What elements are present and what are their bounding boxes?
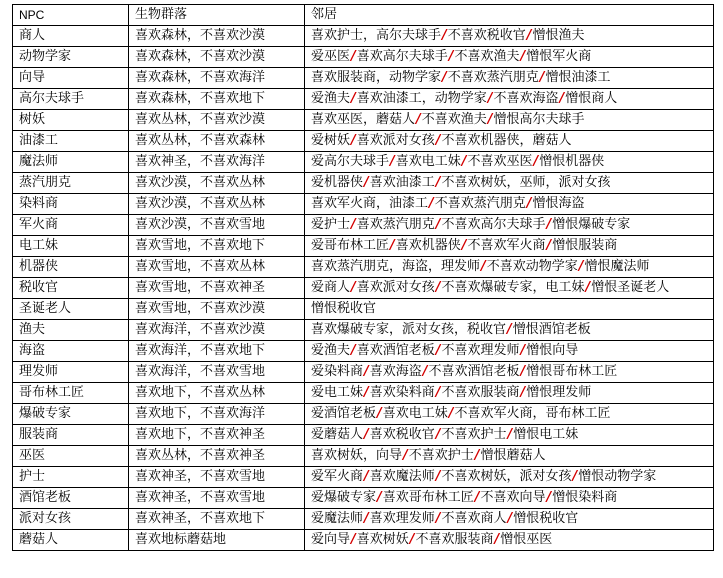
- neighbor-segment: 喜欢染料商: [369, 385, 435, 400]
- cell-neighbor: [305, 68, 714, 89]
- separator-slash: /: [539, 70, 545, 85]
- table-row: [13, 278, 714, 299]
- neighbor-segment: 喜欢护士，高尔夫球手: [311, 28, 442, 43]
- neighbor-segment: 憎恨税收官: [311, 301, 377, 316]
- separator-slash: /: [403, 448, 408, 463]
- neighbor-segment: 爱巫医: [311, 49, 351, 64]
- neighbor-segment: 不喜欢服装商: [441, 385, 520, 400]
- cell-neighbor: [305, 278, 714, 299]
- neighbor-segment: 喜欢高尔夫球手: [356, 49, 448, 64]
- cell-neighbor: [305, 488, 714, 509]
- table-row: [13, 446, 714, 467]
- neighbor-segment: 喜欢油漆工，动物学家: [356, 91, 487, 106]
- cell-npc: 蘑菇人: [13, 530, 129, 551]
- neighbor-segment: 喜欢树妖: [356, 532, 409, 547]
- separator-slash: /: [507, 322, 512, 337]
- neighbor-segment: 憎恨理发师: [526, 385, 592, 400]
- separator-slash: /: [364, 364, 369, 379]
- neighbor-segment: 憎恨魔法师: [584, 259, 650, 274]
- neighbor-segment: 不喜欢税收官: [447, 28, 526, 43]
- neighbor-segment: 不喜欢理发师: [441, 343, 520, 358]
- neighbor-segment: 爱高尔夫球手: [311, 154, 390, 169]
- cell-biome: 喜欢神圣，不喜欢地下: [129, 509, 305, 530]
- separator-slash: /: [422, 364, 428, 379]
- separator-slash: /: [507, 511, 513, 526]
- cell-neighbor: [305, 89, 714, 110]
- separator-slash: /: [526, 196, 532, 211]
- separator-slash: /: [461, 154, 467, 169]
- neighbor-segment: 喜欢派对女孩: [356, 133, 435, 148]
- neighbor-segment: 憎恨高尔夫球手: [493, 112, 585, 127]
- cell-biome: 喜欢神圣，不喜欢雪地: [129, 467, 305, 488]
- separator-slash: /: [364, 469, 369, 484]
- neighbor-segment: 爱蘑菇人: [311, 427, 364, 442]
- cell-biome: 喜欢丛林，不喜欢神圣: [129, 446, 305, 467]
- neighbor-segment: 爱护士: [311, 217, 351, 232]
- neighbor-segment: 不喜欢军火商，哥布林工匠: [454, 406, 611, 421]
- cell-neighbor: [305, 215, 714, 236]
- cell-biome: 喜欢海洋，不喜欢沙漠: [129, 320, 305, 341]
- neighbor-segment: 不喜欢巫医: [467, 154, 533, 169]
- neighbor-segment: 喜欢税收官: [369, 427, 435, 442]
- separator-slash: /: [364, 511, 369, 526]
- cell-npc: 理发师: [13, 362, 129, 383]
- neighbor-segment: 憎恨蘑菇人: [480, 448, 546, 463]
- cell-biome: 喜欢神圣，不喜欢雪地: [129, 488, 305, 509]
- neighbor-segment: 爱爆破专家: [311, 490, 377, 505]
- neighbor-segment: 憎恨商人: [565, 91, 618, 106]
- neighbor-segment: 不喜欢蒸汽朋克: [447, 70, 539, 85]
- cell-npc: 巫医: [13, 446, 129, 467]
- separator-slash: /: [435, 427, 441, 442]
- cell-biome: 喜欢丛林，不喜欢森林: [129, 131, 305, 152]
- cell-npc: 商人: [13, 26, 129, 47]
- cell-neighbor: [305, 530, 714, 551]
- cell-biome: 喜欢雪地，不喜欢丛林: [129, 257, 305, 278]
- separator-slash: /: [364, 427, 369, 442]
- table-row: [13, 362, 714, 383]
- neighbor-segment: 喜欢海盗: [369, 364, 422, 379]
- neighbor-segment: 喜欢军火商，油漆工: [311, 196, 429, 211]
- separator-slash: /: [520, 385, 526, 400]
- cell-npc: 派对女孩: [13, 509, 129, 530]
- table-row: [13, 299, 714, 320]
- neighbor-segment: 爱酒馆老板: [311, 406, 377, 421]
- cell-biome: 喜欢雪地，不喜欢神圣: [129, 278, 305, 299]
- neighbor-segment: 不喜欢护士: [408, 448, 474, 463]
- neighbor-segment: 喜欢酒馆老板: [356, 343, 435, 358]
- neighbor-segment: 喜欢树妖，向导: [311, 448, 403, 463]
- separator-slash: /: [448, 49, 454, 64]
- separator-slash: /: [461, 238, 467, 253]
- neighbor-segment: 憎恨染料商: [552, 490, 618, 505]
- header-biome: 生物群落: [129, 5, 305, 26]
- npc-preferences-table: [12, 4, 714, 551]
- table-row: [13, 236, 714, 257]
- separator-slash: /: [578, 259, 584, 274]
- neighbor-segment: 喜欢哥布林工匠: [382, 490, 474, 505]
- cell-neighbor: [305, 446, 714, 467]
- neighbor-segment: 爱魔法师: [311, 511, 364, 526]
- neighbor-segment: 不喜欢树妖，巫师，派对女孩: [441, 175, 611, 190]
- neighbor-segment: 喜欢电工妹: [395, 154, 461, 169]
- separator-slash: /: [546, 217, 552, 232]
- cell-neighbor: [305, 26, 714, 47]
- cell-npc: 圣诞老人: [13, 299, 129, 320]
- separator-slash: /: [487, 91, 493, 106]
- table-row: [13, 488, 714, 509]
- separator-slash: /: [435, 217, 441, 232]
- separator-slash: /: [442, 28, 447, 43]
- table-row: [13, 89, 714, 110]
- separator-slash: /: [429, 196, 434, 211]
- cell-npc: 油漆工: [13, 131, 129, 152]
- cell-biome: 喜欢森林，不喜欢海洋: [129, 68, 305, 89]
- cell-biome: 喜欢森林，不喜欢沙漠: [129, 47, 305, 68]
- neighbor-segment: 不喜欢蒸汽朋克: [434, 196, 526, 211]
- table-row: [13, 509, 714, 530]
- separator-slash: /: [507, 427, 513, 442]
- table-row: [13, 404, 714, 425]
- neighbor-segment: 不喜欢海盗: [493, 91, 559, 106]
- cell-neighbor: [305, 383, 714, 404]
- cell-neighbor: [305, 425, 714, 446]
- cell-neighbor: [305, 236, 714, 257]
- neighbor-segment: 爱渔夫: [311, 91, 351, 106]
- cell-biome: 喜欢沙漠，不喜欢丛林: [129, 194, 305, 215]
- separator-slash: /: [364, 175, 369, 190]
- separator-slash: /: [572, 469, 578, 484]
- neighbor-segment: 憎恨服装商: [552, 238, 618, 253]
- neighbor-segment: 憎恨酒馆老板: [512, 322, 591, 337]
- cell-npc: 爆破专家: [13, 404, 129, 425]
- neighbor-segment: 喜欢巫医，蘑菇人: [311, 112, 416, 127]
- neighbor-segment: 憎恨哥布林工匠: [526, 364, 618, 379]
- separator-slash: /: [351, 133, 356, 148]
- cell-biome: 喜欢海洋，不喜欢雪地: [129, 362, 305, 383]
- neighbor-segment: 不喜欢军火商: [467, 238, 546, 253]
- cell-neighbor: [305, 131, 714, 152]
- table-row: [13, 383, 714, 404]
- table-row: [13, 131, 714, 152]
- separator-slash: /: [351, 343, 356, 358]
- cell-npc: 服装商: [13, 425, 129, 446]
- separator-slash: /: [474, 490, 480, 505]
- table-row: [13, 26, 714, 47]
- neighbor-segment: 爱电工妹: [311, 385, 364, 400]
- neighbor-segment: 不喜欢动物学家: [486, 259, 578, 274]
- table-row: [13, 194, 714, 215]
- neighbor-segment: 喜欢魔法师: [369, 469, 435, 484]
- separator-slash: /: [435, 280, 441, 295]
- cell-neighbor: [305, 299, 714, 320]
- separator-slash: /: [435, 133, 441, 148]
- cell-biome: 喜欢丛林，不喜欢沙漠: [129, 110, 305, 131]
- neighbor-segment: 不喜欢高尔夫球手: [441, 217, 546, 232]
- cell-neighbor: [305, 320, 714, 341]
- separator-slash: /: [585, 280, 591, 295]
- separator-slash: /: [409, 532, 415, 547]
- neighbor-segment: 不喜欢渔夫: [454, 49, 520, 64]
- neighbor-segment: 憎恨军火商: [526, 49, 592, 64]
- cell-npc: 护士: [13, 467, 129, 488]
- neighbor-segment: 爱商人: [311, 280, 351, 295]
- neighbor-segment: 憎恨海盗: [532, 196, 585, 211]
- neighbor-segment: 憎恨巫医: [500, 532, 553, 547]
- table-row: [13, 341, 714, 362]
- separator-slash: /: [435, 175, 441, 190]
- neighbor-segment: 喜欢机器侠: [395, 238, 461, 253]
- neighbor-segment: 憎恨圣诞老人: [591, 280, 670, 295]
- separator-slash: /: [442, 70, 447, 85]
- table-row: [13, 47, 714, 68]
- cell-biome: 喜欢沙漠，不喜欢丛林: [129, 173, 305, 194]
- neighbor-segment: 爱哥布林工匠: [311, 238, 390, 253]
- cell-biome: 喜欢沙漠，不喜欢雪地: [129, 215, 305, 236]
- separator-slash: /: [351, 91, 356, 106]
- neighbor-segment: 喜欢服装商，动物学家: [311, 70, 442, 85]
- cell-neighbor: [305, 467, 714, 488]
- table-row: [13, 110, 714, 131]
- table-row: [13, 425, 714, 446]
- cell-neighbor: [305, 257, 714, 278]
- neighbor-segment: 喜欢爆破专家，派对女孩，税收官: [311, 322, 507, 337]
- separator-slash: /: [474, 448, 480, 463]
- separator-slash: /: [448, 406, 454, 421]
- cell-neighbor: [305, 110, 714, 131]
- cell-npc: 树妖: [13, 110, 129, 131]
- neighbor-segment: 不喜欢酒馆老板: [428, 364, 520, 379]
- table-row: [13, 467, 714, 488]
- table-row: [13, 257, 714, 278]
- header-neighbor: 邻居: [305, 5, 714, 26]
- neighbor-segment: 憎恨渔夫: [532, 28, 585, 43]
- separator-slash: /: [435, 385, 441, 400]
- cell-neighbor: [305, 362, 714, 383]
- table-row: [13, 530, 714, 551]
- neighbor-segment: 不喜欢爆破专家，电工妹: [441, 280, 585, 295]
- cell-neighbor: [305, 152, 714, 173]
- separator-slash: /: [416, 112, 421, 127]
- separator-slash: /: [546, 490, 552, 505]
- neighbor-segment: 爱军火商: [311, 469, 364, 484]
- cell-biome: 喜欢地标蘑菇地: [129, 530, 305, 551]
- neighbor-segment: 不喜欢渔夫: [421, 112, 487, 127]
- neighbor-segment: 憎恨电工妹: [513, 427, 579, 442]
- neighbor-segment: 不喜欢商人: [441, 511, 507, 526]
- neighbor-segment: 喜欢理发师: [369, 511, 435, 526]
- cell-npc: 蒸汽朋克: [13, 173, 129, 194]
- separator-slash: /: [481, 259, 486, 274]
- table-row: [13, 152, 714, 173]
- neighbor-segment: 喜欢电工妹: [382, 406, 448, 421]
- separator-slash: /: [526, 28, 532, 43]
- neighbor-segment: 爱染料商: [311, 364, 364, 379]
- separator-slash: /: [533, 154, 539, 169]
- cell-biome: 喜欢地下，不喜欢海洋: [129, 404, 305, 425]
- neighbor-segment: 不喜欢服装商: [415, 532, 494, 547]
- separator-slash: /: [435, 343, 441, 358]
- separator-slash: /: [546, 238, 552, 253]
- cell-npc: 向导: [13, 68, 129, 89]
- cell-biome: 喜欢海洋，不喜欢地下: [129, 341, 305, 362]
- cell-npc: 电工妹: [13, 236, 129, 257]
- neighbor-segment: 喜欢蒸汽朋克: [356, 217, 435, 232]
- neighbor-segment: 不喜欢机器侠，蘑菇人: [441, 133, 572, 148]
- separator-slash: /: [435, 469, 441, 484]
- separator-slash: /: [520, 49, 526, 64]
- cell-npc: 哥布林工匠: [13, 383, 129, 404]
- neighbor-segment: 憎恨向导: [526, 343, 579, 358]
- table-row: [13, 68, 714, 89]
- separator-slash: /: [364, 385, 369, 400]
- header-npc: NPC: [13, 5, 129, 26]
- cell-biome: 喜欢地下，不喜欢神圣: [129, 425, 305, 446]
- cell-neighbor: [305, 173, 714, 194]
- cell-biome: 喜欢雪地，不喜欢沙漠: [129, 299, 305, 320]
- table-row: [13, 215, 714, 236]
- cell-npc: 高尔夫球手: [13, 89, 129, 110]
- separator-slash: /: [390, 238, 395, 253]
- separator-slash: /: [351, 532, 356, 547]
- cell-biome: 喜欢森林，不喜欢地下: [129, 89, 305, 110]
- cell-biome: 喜欢雪地，不喜欢地下: [129, 236, 305, 257]
- neighbor-segment: 憎恨机器侠: [539, 154, 605, 169]
- neighbor-segment: 喜欢蒸汽朋克，海盗，理发师: [311, 259, 481, 274]
- cell-npc: 魔法师: [13, 152, 129, 173]
- cell-npc: 酒馆老板: [13, 488, 129, 509]
- neighbor-segment: 爱向导: [311, 532, 351, 547]
- cell-npc: 渔夫: [13, 320, 129, 341]
- cell-npc: 海盗: [13, 341, 129, 362]
- table-row: [13, 173, 714, 194]
- separator-slash: /: [377, 490, 382, 505]
- separator-slash: /: [520, 343, 526, 358]
- cell-neighbor: [305, 47, 714, 68]
- separator-slash: /: [487, 112, 493, 127]
- separator-slash: /: [494, 532, 500, 547]
- separator-slash: /: [390, 154, 395, 169]
- cell-npc: 机器侠: [13, 257, 129, 278]
- cell-biome: 喜欢地下，不喜欢丛林: [129, 383, 305, 404]
- cell-neighbor: [305, 341, 714, 362]
- table-body: [13, 26, 714, 551]
- separator-slash: /: [520, 364, 526, 379]
- neighbor-segment: 憎恨油漆工: [545, 70, 611, 85]
- neighbor-segment: 憎恨爆破专家: [552, 217, 631, 232]
- separator-slash: /: [377, 406, 382, 421]
- cell-npc: 动物学家: [13, 47, 129, 68]
- table-header-row: [13, 5, 714, 26]
- separator-slash: /: [351, 280, 356, 295]
- neighbor-segment: 憎恨动物学家: [578, 469, 657, 484]
- neighbor-segment: 不喜欢树妖，派对女孩: [441, 469, 572, 484]
- separator-slash: /: [351, 49, 356, 64]
- neighbor-segment: 不喜欢护士: [441, 427, 507, 442]
- cell-neighbor: [305, 404, 714, 425]
- table-row: [13, 320, 714, 341]
- cell-biome: 喜欢神圣，不喜欢海洋: [129, 152, 305, 173]
- cell-npc: 税收官: [13, 278, 129, 299]
- neighbor-segment: 喜欢派对女孩: [356, 280, 435, 295]
- separator-slash: /: [351, 217, 356, 232]
- cell-biome: 喜欢森林，不喜欢沙漠: [129, 26, 305, 47]
- cell-neighbor: [305, 509, 714, 530]
- neighbor-segment: 憎恨税收官: [513, 511, 579, 526]
- cell-npc: 军火商: [13, 215, 129, 236]
- separator-slash: /: [435, 511, 441, 526]
- cell-npc: 染料商: [13, 194, 129, 215]
- neighbor-segment: 不喜欢向导: [480, 490, 546, 505]
- neighbor-segment: 爱渔夫: [311, 343, 351, 358]
- separator-slash: /: [559, 91, 565, 106]
- neighbor-segment: 爱树妖: [311, 133, 351, 148]
- neighbor-segment: 喜欢油漆工: [369, 175, 435, 190]
- neighbor-segment: 爱机器侠: [311, 175, 364, 190]
- cell-neighbor: [305, 194, 714, 215]
